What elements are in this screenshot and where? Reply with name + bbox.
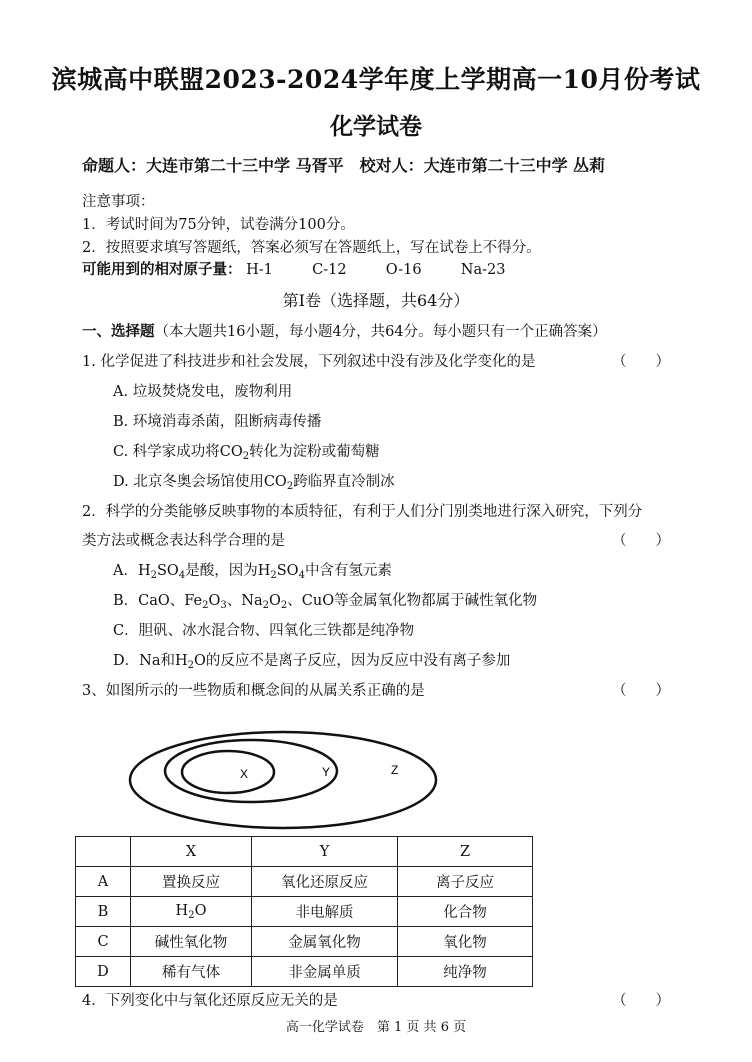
table-cell-y: 金属氧化物	[252, 927, 398, 957]
table-header-y: Y	[252, 837, 398, 867]
diagram-label-z: Z	[391, 763, 399, 777]
page-footer: 高一化学试卷 第 1 页 共 6 页	[285, 1020, 467, 1035]
exam-subtitle: 化学试卷	[330, 113, 422, 140]
table-header-z: Z	[398, 837, 533, 867]
table-cell-label: B	[76, 897, 131, 927]
section-title: 第Ⅰ卷（选择题，共64分）	[282, 291, 470, 310]
question-4-stem: 4．下列变化中与氧化还原反应无关的是	[82, 993, 338, 1009]
question-1-option-d: D. 北京冬奥会场馆使用$CO_2$跨临界直冷制冰	[113, 474, 395, 492]
question-3-stem: 3、如图所示的一些物质和概念间的从属关系正确的是	[82, 683, 425, 699]
exam-title: 滨城高中联盟2023-2024学年度上学期高一10月份考试	[51, 65, 701, 94]
table-cell-y: 氧化还原反应	[252, 867, 398, 897]
table-header-blank	[76, 837, 131, 867]
table-row	[76, 927, 533, 957]
question-1-answer-paren: （ ）	[612, 354, 670, 370]
table-cell-y: 非电解质	[252, 897, 398, 927]
table-header-row	[76, 837, 533, 867]
table-header-x: X	[131, 837, 252, 867]
diagram-label-x: X	[240, 767, 249, 781]
diagram-label-y: Y	[322, 765, 331, 779]
question-2-option-b: B．CaO、$Fe_2O_3$、$Na_2O_2$、CuO等金属氧化物都属于碱性氧化物	[113, 593, 538, 611]
question-2-option-c: C．胆矾、冰水混合物、四氧化三铁都是纯净物	[113, 623, 415, 639]
question-2-option-a: A．$H_2SO_4$是酸，因为$H_2SO_4$中含有氢元素	[113, 563, 392, 581]
table-cell-label: A	[76, 867, 131, 897]
table-row	[76, 957, 533, 987]
authors-line: 命题人：大连市第二十三中学 马胥平 校对人：大连市第二十三中学 丛莉	[82, 156, 606, 175]
table-cell-z: 纯净物	[398, 957, 533, 987]
table-row	[76, 897, 533, 927]
table-cell-x: $H_2O$	[131, 897, 252, 927]
question-2-answer-paren: （ ）	[612, 533, 670, 549]
question-1-stem: 1. 化学促进了科技进步和社会发展，下列叙述中没有涉及化学变化的是	[82, 354, 536, 370]
section-heading-bold: 一、选择题	[82, 323, 155, 340]
question-1-option-a: A. 垃圾焚烧发电，废物利用	[113, 384, 293, 400]
question-3-answer-paren: （ ）	[612, 683, 670, 699]
table-row	[76, 867, 533, 897]
question-4-answer-paren: （ ）	[612, 993, 670, 1009]
table-cell-y: 非金属单质	[252, 957, 398, 987]
ellipse-y	[165, 740, 337, 802]
table-cell-label: D	[76, 957, 131, 987]
notes-heading: 注意事项：	[82, 194, 155, 210]
question-1-option-c: C. 科学家成功将$CO_2$转化为淀粉或葡萄糖	[113, 444, 380, 462]
section-heading-rest: （本大题共16小题，每小题4分，共64分。每小题只有一个正确答案）	[154, 324, 607, 340]
atomic-mass-label: 可能用到的相对原子量：	[82, 261, 242, 278]
atomic-mass-c: C-12	[312, 262, 347, 278]
table-cell-label: C	[76, 927, 131, 957]
table-cell-z: 氧化物	[398, 927, 533, 957]
table-cell-x: 碱性氧化物	[131, 927, 252, 957]
question-1-option-b: B. 环境消毒杀菌，阻断病毒传播	[113, 414, 322, 430]
atomic-mass-h: H-1	[246, 262, 273, 278]
atomic-mass-o: O-16	[385, 262, 422, 278]
table-cell-x: 置换反应	[131, 867, 252, 897]
question-3-table	[75, 836, 533, 987]
atomic-mass-na: Na-23	[460, 262, 506, 278]
note-item-2: 2．按照要求填写答题纸，答案必须写在答题纸上，写在试卷上不得分。	[82, 240, 541, 256]
table-cell-x: 稀有气体	[131, 957, 252, 987]
note-item-1: 1．考试时间为75分钟，试卷满分100分。	[82, 217, 355, 233]
question-2-stem-line2: 类方法或概念表达科学合理的是	[82, 533, 285, 549]
ellipse-x	[182, 751, 274, 793]
table-cell-z: 化合物	[398, 897, 533, 927]
ellipse-z	[130, 732, 436, 828]
table-cell-z: 离子反应	[398, 867, 533, 897]
question-2-stem-line1: 2．科学的分类能够反映事物的本质特征，有利于人们分门别类地进行深入研究，下列分	[82, 504, 643, 520]
question-2-option-d: D．Na和$H_2O$的反应不是离子反应，因为反应中没有离子参加	[113, 653, 511, 671]
